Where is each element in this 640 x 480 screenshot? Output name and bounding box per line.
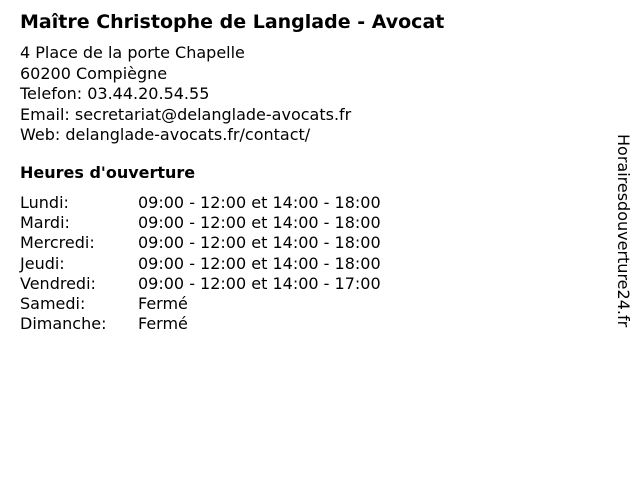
hours-row-lundi (20, 193, 381, 213)
hours-row-jeudi (20, 254, 381, 274)
phone-number[interactable]: Telefon: 03.44.20.54.55 (20, 84, 210, 103)
day-label: Jeudi: (20, 253, 65, 273)
day-label: Mercredi: (20, 233, 95, 253)
email-address[interactable]: Email: secretariat@delanglade-avocats.fr (20, 104, 352, 124)
day-hours: 09:00 - 12:00 et 14:00 - 17:00 (138, 273, 381, 293)
day-hours: 09:00 - 12:00 et 14:00 - 18:00 (138, 213, 381, 233)
day-hours: 09:00 - 12:00 et 14:00 - 18:00 (138, 253, 381, 273)
day-hours: Fermé (138, 294, 188, 314)
opening-hours-table (20, 193, 381, 334)
day-hours: 09:00 - 12:00 et 14:00 - 18:00 (138, 193, 381, 212)
day-label: Lundi: (20, 193, 69, 212)
hours-row-vendredi (20, 274, 381, 294)
contact-block (20, 43, 351, 146)
business-title: Maître Christophe de Langlade - Avocat (20, 11, 445, 33)
day-hours: Fermé (138, 314, 188, 334)
hours-row-mardi (20, 213, 381, 233)
website-link[interactable]: Web: delanglade-avocats.fr/contact/ (20, 125, 311, 144)
day-label: Dimanche: (20, 314, 107, 334)
street-address: 4 Place de la porte Chapelle (20, 43, 245, 62)
opening-hours-heading: Heures d'ouverture (20, 163, 196, 182)
hours-row-dimanche (20, 314, 381, 334)
day-label: Vendredi: (20, 273, 96, 293)
site-watermark: Horairesdouverture24.fr (614, 134, 633, 328)
hours-row-samedi (20, 294, 381, 314)
day-hours: 09:00 - 12:00 et 14:00 - 18:00 (138, 233, 381, 253)
city-postal-code: 60200 Compiègne (20, 63, 168, 83)
day-label: Mardi: (20, 213, 70, 233)
day-label: Samedi: (20, 294, 86, 314)
hours-row-mercredi (20, 233, 381, 253)
